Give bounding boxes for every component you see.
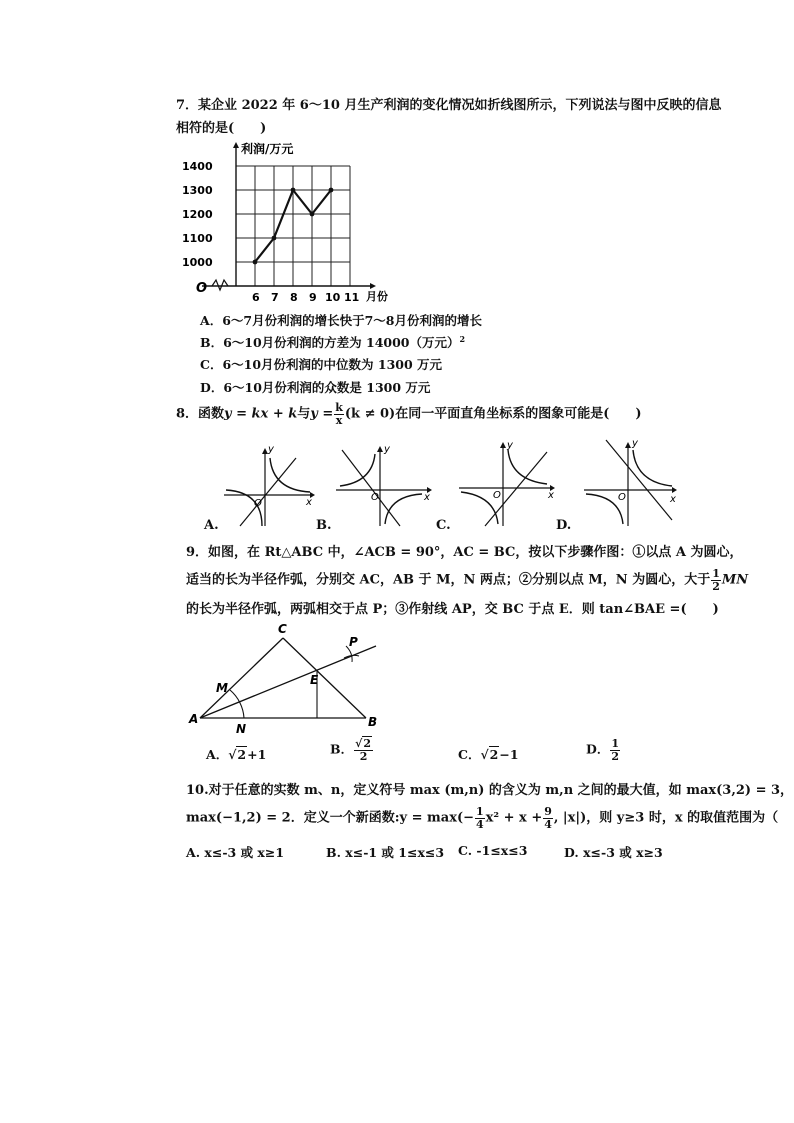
x-tick-9: 9: [309, 291, 317, 304]
q10-frac2: [543, 806, 553, 830]
y-axis-arrow: [377, 446, 383, 452]
y-tick-1300: 1300: [182, 184, 213, 197]
q10-frac1-num: 1: [476, 805, 484, 818]
y-axis-arrow: [625, 442, 631, 448]
data-point-month-6: [253, 260, 258, 265]
x-axis-arrow: [672, 487, 677, 493]
hyperbola-branch-1: [508, 450, 547, 484]
x-axis-label: x: [306, 497, 312, 508]
point-e-label: E: [310, 673, 319, 687]
q9-stem-line1: 9．如图，在 Rt△ABC 中，∠ACB = 90°，AC = BC，按以下步骤作图：①以点 A 为圆心，: [186, 545, 743, 560]
q10-option-b[interactable]: B. x≤-1 或 1≤x≤3: [326, 845, 445, 860]
line-graph: [240, 458, 296, 526]
q8-func1: y = kx + k: [224, 406, 298, 422]
q8-graph-d[interactable]: [580, 436, 685, 528]
y-axis-arrow: [500, 442, 506, 448]
q8-stem-prefix: 8．函数: [176, 406, 225, 422]
q9-option-b-fraction: [354, 738, 373, 762]
point-m-label: M: [216, 681, 228, 695]
data-point-month-9: [310, 212, 315, 217]
x-tick-6: 6: [252, 291, 260, 304]
q9-half-fraction: [711, 568, 721, 592]
data-point-month-10: [329, 188, 334, 193]
y-tick-1400: 1400: [182, 160, 213, 173]
y-axis-label: y: [268, 444, 274, 455]
chart-grid: [236, 166, 350, 286]
q9-option-d-num: 1: [611, 737, 619, 750]
point-a-label: A: [189, 712, 199, 726]
origin-label: O: [493, 490, 501, 501]
q8-label-b: B.: [316, 518, 332, 533]
x-axis-label: x: [548, 490, 554, 501]
q10-option-c[interactable]: C. -1≤x≤3: [458, 843, 528, 858]
origin-label: O: [618, 492, 626, 503]
x-tick-8: 8: [290, 291, 298, 304]
q9-option-d[interactable]: [586, 738, 621, 762]
q10-line2-post: , |x|)，则 y≥3 时，x 的取值范围为（: [553, 810, 779, 826]
q10-frac2-den: 4: [544, 817, 552, 831]
q9-stem-line3: 的长为半径作弧，两弧相交于点 P；③作射线 AP，交 BC 于点 E．则 tan∠BAE =( ): [186, 602, 719, 617]
origin-label: O: [196, 281, 208, 296]
y-axis-label: y: [632, 438, 638, 449]
q10-stem-line1: 10.对于任意的实数 m、n，定义符号 max (m,n) 的含义为 m,n 之间的最大值，如 max(3,2) = 3，: [186, 783, 794, 798]
q9-line2-end: MN: [721, 572, 749, 588]
q8-label-c: C.: [436, 518, 451, 533]
q9-option-a-tail: +1: [247, 747, 267, 762]
q9-line2-text: 适当的长为半径作弧，分别交 AC，AB 于 M，N 两点；②分别以点 M，N 为圆心，大于: [186, 572, 711, 588]
q8-graph-b[interactable]: [330, 440, 440, 528]
q7-option-b[interactable]: [200, 333, 465, 351]
hyperbola-branch-2: [385, 494, 422, 524]
data-point-month-7: [272, 236, 277, 241]
q10-stem-line2: [186, 806, 778, 830]
q9-stem-line2: [186, 568, 748, 592]
q9-option-b[interactable]: [330, 738, 374, 762]
q9-option-d-den: 2: [611, 749, 619, 763]
x-tick-10: 10: [325, 291, 341, 304]
q10-line2-mid: x² + x +: [485, 810, 543, 826]
q8-func2-num: k: [335, 401, 343, 414]
q9-option-b-num: √2: [355, 737, 371, 750]
q10-frac1-den: 4: [476, 817, 484, 831]
x-axis-arrow: [370, 283, 376, 289]
y-tick-1100: 1100: [182, 232, 213, 245]
line-graph: [606, 440, 672, 520]
q8-stem: [176, 402, 642, 426]
hyperbola-branch-1: [270, 458, 310, 492]
y-axis-title: 利润/万元: [241, 142, 294, 156]
q10-frac2-num: 9: [544, 805, 552, 818]
origin-label: O: [371, 492, 379, 503]
point-b-label: B: [368, 715, 378, 729]
q8-func2-den: x: [335, 413, 343, 427]
profit-line-chart: [172, 138, 402, 303]
y-tick-1000: 1000: [182, 256, 213, 269]
point-n-label: N: [236, 722, 247, 736]
q7-option-b-text: B．6～10月份利润的方差为 14000（万元）: [200, 335, 460, 350]
q9-frac-den: 2: [712, 579, 720, 593]
q9-option-a[interactable]: A．√2+1: [206, 747, 267, 762]
x-tick-11: 11: [344, 291, 360, 304]
data-point-month-8: [291, 188, 296, 193]
y-axis-arrow: [233, 142, 239, 148]
segment-bc: [283, 638, 366, 718]
chart-labels: [182, 141, 388, 304]
point-c-label: C: [278, 622, 287, 636]
q10-option-d[interactable]: D. x≤-3 或 x≥3: [564, 845, 663, 860]
q7-option-b-exponent: 2: [459, 333, 466, 344]
q7-option-d[interactable]: D．6～10月份利润的众数是 1300 万元: [200, 380, 431, 395]
q8-graph-a[interactable]: [218, 440, 318, 528]
q9-option-a-rad: 2: [237, 747, 247, 762]
x-axis-label: x: [424, 492, 430, 503]
q7-option-a[interactable]: A．6～7月份利润的增长快于7～8月份利润的增长: [200, 313, 482, 328]
q9-option-c-tail: −1: [499, 747, 519, 762]
q9-option-b-label: B．: [330, 741, 354, 757]
q8-graph-c[interactable]: [455, 438, 563, 528]
q8-stem-suffix: 在同一平面直角坐标系的图象可能是( ): [395, 406, 642, 422]
arc-mn: [230, 690, 244, 718]
x-tick-7: 7: [271, 291, 279, 304]
q8-func2-cond: (k ≠ 0): [344, 406, 396, 422]
q7-stem-line2: 相符的是( ): [176, 121, 267, 136]
q7-option-c[interactable]: C．6～10月份利润的中位数为 1300 万元: [200, 357, 443, 372]
q8-func2-left: y =: [310, 406, 334, 422]
origin-label: O: [254, 498, 262, 509]
point-p-label: P: [349, 635, 358, 649]
x-axis-title: 月份: [366, 290, 388, 303]
axis-break-zigzag: [212, 280, 228, 290]
q9-option-c-rad: 2: [489, 747, 499, 762]
q9-option-c[interactable]: C．√2−1: [458, 747, 519, 762]
q9-triangle-figure: [186, 620, 386, 736]
q9-option-b-den: 2: [359, 749, 368, 763]
q8-label-a: A.: [204, 518, 219, 533]
q9-option-b-rad: 2: [363, 737, 371, 750]
line-graph: [485, 452, 547, 526]
q10-line2-pre: max(−1,2) = 2．定义一个新函数:y = max(−: [186, 810, 474, 826]
x-axis-label: x: [670, 494, 676, 505]
line-graph: [342, 450, 400, 526]
q9-option-a-label: A．: [206, 747, 229, 762]
q7-stem-line1: 7．某企业 2022 年 6～10 月生产利润的变化情况如折线图所示，下列说法与图中反映的信息: [176, 98, 722, 113]
q9-option-d-fraction: [610, 738, 620, 762]
q8-stem-mid: 与: [297, 406, 311, 422]
q9-frac-num: 1: [712, 567, 720, 580]
y-tick-1200: 1200: [182, 208, 213, 221]
q8-func2-fraction: [334, 402, 344, 426]
y-axis-label: y: [384, 444, 390, 455]
q10-frac1: [475, 806, 485, 830]
q8-label-d: D.: [556, 518, 572, 533]
y-axis-label: y: [507, 440, 513, 451]
q9-option-d-label: D．: [586, 741, 610, 757]
q10-option-a[interactable]: A. x≤-3 或 x≥1: [186, 845, 285, 860]
q9-option-c-label: C．: [458, 747, 481, 762]
